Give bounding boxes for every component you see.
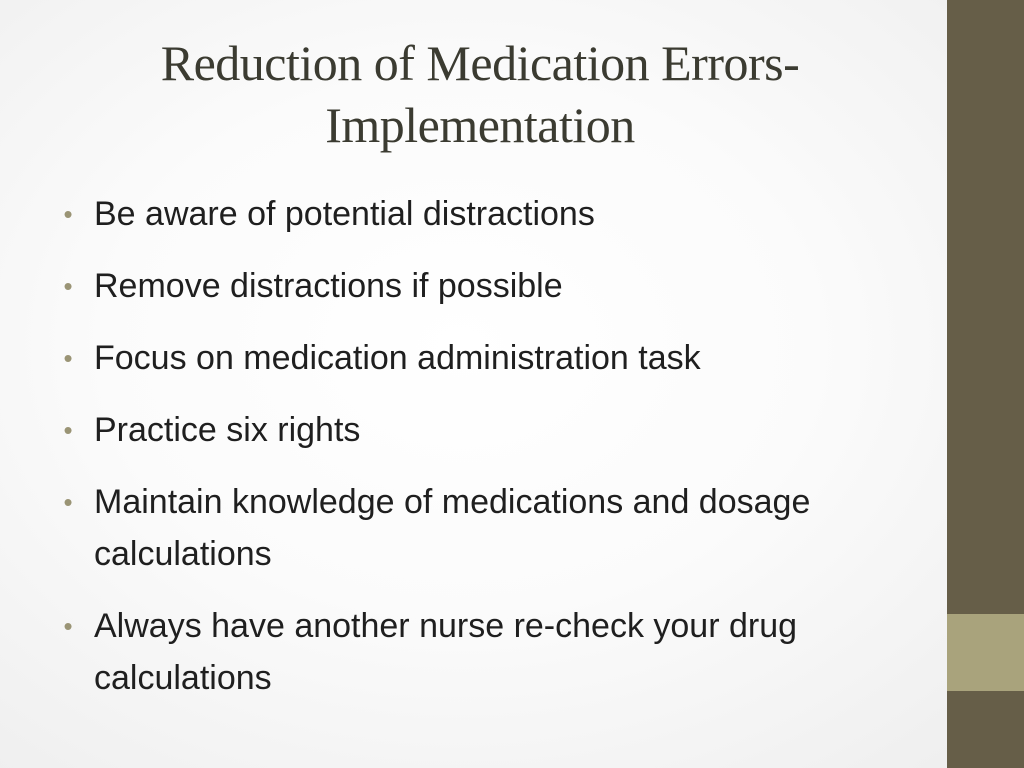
bullet-item bbox=[58, 260, 918, 312]
bullet-point-icon: • bbox=[63, 415, 73, 445]
bullet-point-icon: • bbox=[63, 271, 73, 301]
slide-title-line-1: Reduction of Medication Errors- bbox=[160, 35, 800, 91]
bullet-point-icon: • bbox=[63, 343, 73, 373]
bullet-point-icon: • bbox=[63, 487, 73, 517]
bullet-item bbox=[58, 332, 918, 384]
bullet-text: Practice six rights bbox=[94, 411, 361, 449]
bullet-list bbox=[58, 188, 918, 724]
slide-title bbox=[40, 32, 920, 156]
bullet-text: Focus on medication administration task bbox=[94, 339, 701, 377]
bullet-item bbox=[58, 188, 918, 240]
bullet-point-icon: • bbox=[63, 611, 73, 641]
bullet-point-icon: • bbox=[63, 199, 73, 229]
side-decoration-accent bbox=[947, 614, 1024, 691]
bullet-text: Be aware of potential distractions bbox=[94, 195, 595, 233]
bullet-text: Remove distractions if possible bbox=[94, 267, 563, 305]
slide-title-line-2: Implementation bbox=[325, 97, 635, 153]
bullet-text: Maintain knowledge of medications and dosage calculations bbox=[94, 483, 811, 573]
bullet-text: Always have another nurse re-check your drug calculations bbox=[94, 607, 798, 697]
bullet-item bbox=[58, 476, 918, 580]
bullet-item bbox=[58, 404, 918, 456]
bullet-item bbox=[58, 600, 918, 704]
